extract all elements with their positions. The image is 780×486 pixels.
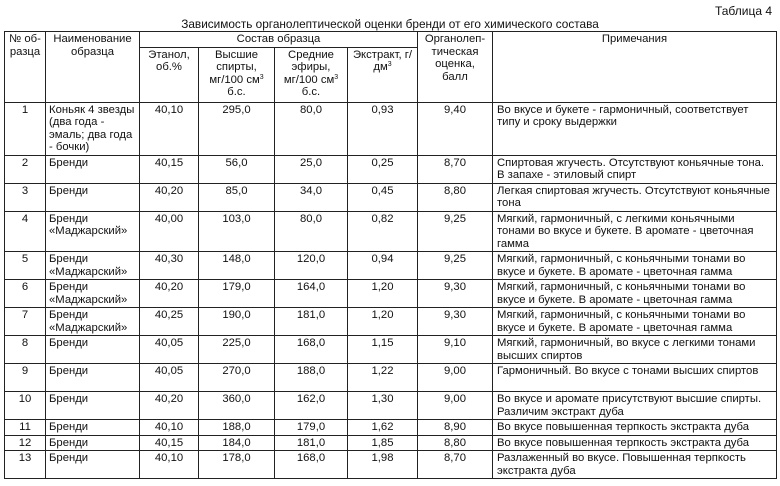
cell-score: 9,10	[418, 336, 493, 364]
cell-higher-alcohols: 178,0	[199, 451, 275, 479]
cell-extract: 0,82	[348, 211, 418, 252]
cell-ethanol: 40,05	[140, 336, 199, 364]
cell-sample-name: Бренди	[46, 336, 140, 364]
header-esters-sup: 3	[334, 73, 339, 81]
cell-sample-no: 1	[5, 102, 46, 155]
cell-sample-no: 4	[5, 211, 46, 252]
header-score: Органолеп-тическая оценка, балл	[418, 32, 493, 103]
cell-score: 9,25	[418, 211, 493, 252]
header-sample-no: № об-разца	[5, 32, 46, 103]
cell-sample-name: Коньяк 4 звезды (два года - эмаль; два года - бочки)	[46, 102, 140, 155]
cell-ethanol: 40,15	[140, 435, 199, 451]
cell-extract: 1,62	[348, 420, 418, 436]
cell-sample-name: Бренди	[46, 183, 140, 211]
cell-esters: 80,0	[275, 102, 348, 155]
header-extract-sup: 3	[387, 61, 392, 68]
cell-esters: 168,0	[275, 451, 348, 479]
cell-sample-name: Бренди	[46, 420, 140, 436]
table-row	[5, 364, 777, 392]
header-esters-suffix: б.с.	[301, 86, 321, 98]
cell-higher-alcohols: 360,0	[199, 392, 275, 420]
cell-sample-no: 12	[5, 435, 46, 451]
cell-esters: 179,0	[275, 420, 348, 436]
cell-score: 8,90	[418, 420, 493, 436]
cell-sample-no: 9	[5, 364, 46, 392]
table-caption: Зависимость органолептической оценки бренди от его химического состава	[181, 17, 599, 31]
cell-score: 8,70	[418, 155, 493, 183]
cell-sample-name: Бренди «Маджарский»	[46, 308, 140, 336]
cell-higher-alcohols: 188,0	[199, 420, 275, 436]
cell-extract: 0,94	[348, 252, 418, 280]
header-extract-text: Экстракт, г/дм	[352, 48, 413, 73]
cell-score: 8,80	[418, 435, 493, 451]
header-row-1	[5, 32, 777, 48]
cell-extract: 1,15	[348, 336, 418, 364]
cell-sample-no: 7	[5, 308, 46, 336]
cell-esters: 80,0	[275, 211, 348, 252]
table-row	[5, 451, 777, 479]
header-sample-name: Наименование образца	[46, 32, 140, 103]
cell-note: Мягкий, гармоничный, с коньячными тонами во вкусе и букете. В аромате - цветочная гамма	[493, 280, 777, 308]
cell-ethanol: 40,20	[140, 280, 199, 308]
cell-esters: 188,0	[275, 364, 348, 392]
cell-note: Спиртовая жгучесть. Отсутствуют коньячные тона. В запахе - этиловый спирт	[493, 155, 777, 183]
cell-score: 9,30	[418, 308, 493, 336]
cell-esters: 162,0	[275, 392, 348, 420]
cell-ethanol: 40,10	[140, 420, 199, 436]
header-higher-alcohols-suffix: б.с.	[227, 86, 246, 98]
cell-note: Во вкусе и букете - гармоничный, соответствует типу и сроку выдержки	[493, 102, 777, 155]
cell-esters: 120,0	[275, 252, 348, 280]
cell-ethanol: 40,30	[140, 252, 199, 280]
cell-sample-name: Бренди «Маджарский»	[46, 280, 140, 308]
cell-sample-no: 10	[5, 392, 46, 420]
header-notes: Примечания	[493, 32, 777, 103]
cell-ethanol: 40,00	[140, 211, 199, 252]
cell-score: 9,25	[418, 252, 493, 280]
table-number: Таблица 4	[714, 4, 772, 18]
cell-note: Мягкий, гармоничный, с коньячными тонами во вкусе и букете. В аромате - цветочная гамма	[493, 308, 777, 336]
cell-note: Во вкусе повышенная терпкость экстракта дуба	[493, 420, 777, 436]
composition-table	[4, 31, 777, 479]
table-row	[5, 392, 777, 420]
cell-sample-no: 2	[5, 155, 46, 183]
cell-extract: 1,30	[348, 392, 418, 420]
table-body	[5, 102, 777, 479]
cell-extract: 1,20	[348, 280, 418, 308]
cell-sample-no: 13	[5, 451, 46, 479]
table-row	[5, 252, 777, 280]
header-extract	[348, 47, 418, 102]
cell-sample-no: 3	[5, 183, 46, 211]
cell-score: 9,40	[418, 102, 493, 155]
cell-note: Легкая спиртовая жгучесть. Отсутствуют коньячные тона	[493, 183, 777, 211]
cell-higher-alcohols: 190,0	[199, 308, 275, 336]
table-row	[5, 420, 777, 436]
header-ethanol: Этанол, об.%	[140, 47, 199, 102]
cell-sample-no: 6	[5, 280, 46, 308]
cell-sample-no: 5	[5, 252, 46, 280]
header-esters-text: Средние эфиры, мг/100 см	[283, 48, 335, 86]
cell-sample-name: Бренди «Маджарский»	[46, 252, 140, 280]
cell-extract: 1,85	[348, 435, 418, 451]
cell-note: Мягкий, гармоничный, с легкими коньячными тонами во вкусе и букете. В аромате - цветочная гамма	[493, 211, 777, 252]
cell-higher-alcohols: 295,0	[199, 102, 275, 155]
cell-esters: 181,0	[275, 435, 348, 451]
cell-extract: 0,25	[348, 155, 418, 183]
table-row	[5, 336, 777, 364]
cell-sample-no: 8	[5, 336, 46, 364]
cell-score: 9,00	[418, 392, 493, 420]
cell-note: Мягкий, гармоничный, с коньячными тонами во вкусе и букете. В аромате - цветочная гамма	[493, 252, 777, 280]
cell-ethanol: 40,10	[140, 102, 199, 155]
header-esters	[275, 47, 348, 102]
cell-sample-no: 11	[5, 420, 46, 436]
cell-extract: 1,22	[348, 364, 418, 392]
table-row	[5, 211, 777, 252]
cell-score: 8,80	[418, 183, 493, 211]
cell-ethanol: 40,15	[140, 155, 199, 183]
cell-higher-alcohols: 184,0	[199, 435, 275, 451]
cell-esters: 25,0	[275, 155, 348, 183]
cell-higher-alcohols: 85,0	[199, 183, 275, 211]
table-row	[5, 155, 777, 183]
cell-esters: 164,0	[275, 280, 348, 308]
cell-higher-alcohols: 225,0	[199, 336, 275, 364]
cell-sample-name: Бренди	[46, 392, 140, 420]
cell-ethanol: 40,25	[140, 308, 199, 336]
header-higher-alcohols	[199, 47, 275, 102]
cell-extract: 0,93	[348, 102, 418, 155]
cell-higher-alcohols: 56,0	[199, 155, 275, 183]
header-higher-alcohols-sup: 3	[259, 73, 264, 81]
cell-esters: 168,0	[275, 336, 348, 364]
cell-ethanol: 40,10	[140, 451, 199, 479]
cell-extract: 1,20	[348, 308, 418, 336]
cell-sample-name: Бренди	[46, 435, 140, 451]
cell-note: Мягкий, гармоничный, во вкусе с легкими тонами высших спиртов	[493, 336, 777, 364]
cell-sample-name: Бренди	[46, 451, 140, 479]
cell-ethanol: 40,20	[140, 392, 199, 420]
cell-ethanol: 40,20	[140, 183, 199, 211]
header-higher-alcohols-text: Высшие спирты, мг/100 см	[209, 48, 260, 86]
cell-note: Во вкусе повышенная терпкость экстракта дуба	[493, 435, 777, 451]
cell-score: 8,70	[418, 451, 493, 479]
table-row	[5, 280, 777, 308]
cell-score: 9,30	[418, 280, 493, 308]
cell-score: 9,00	[418, 364, 493, 392]
header-composition: Состав образца	[140, 32, 418, 48]
cell-higher-alcohols: 179,0	[199, 280, 275, 308]
table-row	[5, 183, 777, 211]
cell-esters: 34,0	[275, 183, 348, 211]
table-row	[5, 102, 777, 155]
cell-esters: 181,0	[275, 308, 348, 336]
cell-sample-name: Бренди	[46, 155, 140, 183]
cell-note: Разлаженный во вкусе. Повышенная терпкость экстракта дуба	[493, 451, 777, 479]
cell-higher-alcohols: 148,0	[199, 252, 275, 280]
cell-sample-name: Бренди	[46, 364, 140, 392]
cell-sample-name: Бренди «Маджарский»	[46, 211, 140, 252]
cell-higher-alcohols: 103,0	[199, 211, 275, 252]
cell-higher-alcohols: 270,0	[199, 364, 275, 392]
table-row	[5, 308, 777, 336]
cell-note: Гармоничный. Во вкусе с тонами высших спиртов	[493, 364, 777, 392]
cell-extract: 1,98	[348, 451, 418, 479]
cell-ethanol: 40,05	[140, 364, 199, 392]
cell-note: Во вкусе и аромате присутствуют высшие спирты. Различим экстракт дуба	[493, 392, 777, 420]
table-row	[5, 435, 777, 451]
cell-extract: 0,45	[348, 183, 418, 211]
